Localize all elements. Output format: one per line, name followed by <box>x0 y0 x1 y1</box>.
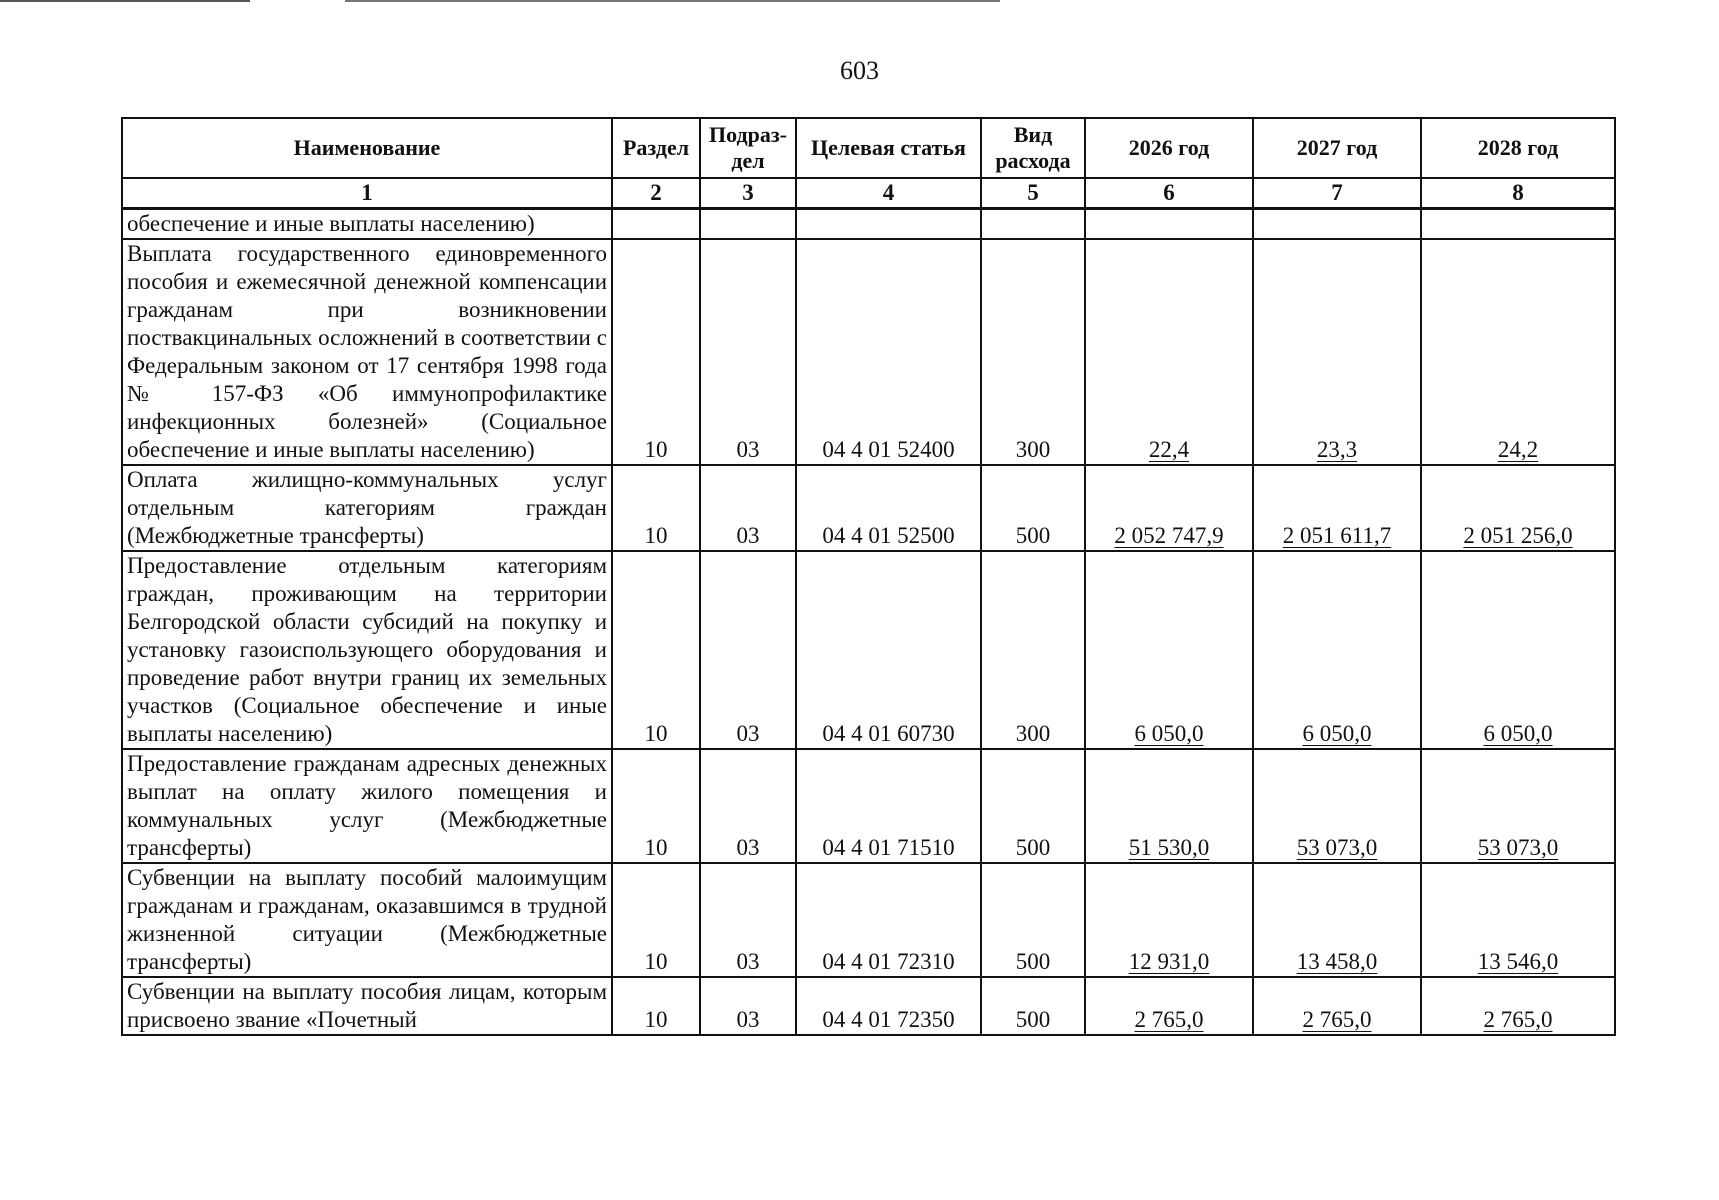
header-section: Раздел <box>612 118 700 178</box>
row-subsection <box>700 209 796 240</box>
row-name: Субвенции на выплату пособия лицам, которым присвоено звание «Почетный <box>122 977 612 1035</box>
row-2026: 12 931,0 <box>1085 863 1253 977</box>
table-row <box>122 977 1615 1035</box>
row-target-article: 04 4 01 72310 <box>796 863 981 977</box>
row-expense-type: 300 <box>981 239 1085 465</box>
row-target-article: 04 4 01 60730 <box>796 551 981 749</box>
row-expense-type <box>981 209 1085 240</box>
header-expense-type: Вид расхода <box>981 118 1085 178</box>
column-number: 7 <box>1253 178 1421 209</box>
row-2026 <box>1085 209 1253 240</box>
column-number: 8 <box>1421 178 1615 209</box>
row-target-article: 04 4 01 71510 <box>796 749 981 863</box>
column-number-row <box>122 178 1615 209</box>
table-row <box>122 209 1615 240</box>
row-2027: 6 050,0 <box>1253 551 1421 749</box>
row-section: 10 <box>612 551 700 749</box>
budget-table <box>121 117 1616 1036</box>
row-expense-type: 500 <box>981 863 1085 977</box>
row-2028 <box>1421 209 1615 240</box>
row-2028: 13 546,0 <box>1421 863 1615 977</box>
row-subsection: 03 <box>700 551 796 749</box>
table-row <box>122 863 1615 977</box>
row-subsection: 03 <box>700 749 796 863</box>
row-name: Выплата государственного единовременного пособия и ежемесячной денежной компенсации гражданам при возникновении поствакцинальных осложнений в соответствии с Федеральным законом от 17 сентября 1998 года № 157-ФЗ «Об иммунопрофилактике инфекционных болезней» (Социальное обеспечение и иные выплаты населению) <box>122 239 612 465</box>
row-section: 10 <box>612 977 700 1035</box>
row-2026: 51 530,0 <box>1085 749 1253 863</box>
column-number: 5 <box>981 178 1085 209</box>
row-2028: 2 051 256,0 <box>1421 465 1615 551</box>
row-2027: 2 765,0 <box>1253 977 1421 1035</box>
row-2027 <box>1253 209 1421 240</box>
row-section: 10 <box>612 749 700 863</box>
row-2027: 2 051 611,7 <box>1253 465 1421 551</box>
row-target-article: 04 4 01 52500 <box>796 465 981 551</box>
row-name: Предоставление гражданам адресных денежных выплат на оплату жилого помещения и коммунальных услуг (Межбюджетные трансферты) <box>122 749 612 863</box>
row-expense-type: 500 <box>981 977 1085 1035</box>
row-section: 10 <box>612 239 700 465</box>
row-name: Субвенции на выплату пособий малоимущим гражданам и гражданам, оказавшимся в трудной жизненной ситуации (Межбюджетные трансферты) <box>122 863 612 977</box>
row-2026: 22,4 <box>1085 239 1253 465</box>
row-2028: 6 050,0 <box>1421 551 1615 749</box>
header-2026: 2026 год <box>1085 118 1253 178</box>
row-subsection: 03 <box>700 239 796 465</box>
row-name: обеспечение и иные выплаты населению) <box>122 209 612 240</box>
row-expense-type: 500 <box>981 465 1085 551</box>
header-2028: 2028 год <box>1421 118 1615 178</box>
page-number: 603 <box>840 56 879 85</box>
row-2028: 2 765,0 <box>1421 977 1615 1035</box>
row-subsection: 03 <box>700 977 796 1035</box>
row-section: 10 <box>612 465 700 551</box>
column-number: 3 <box>700 178 796 209</box>
table-row <box>122 465 1615 551</box>
column-number: 1 <box>122 178 612 209</box>
row-expense-type: 500 <box>981 749 1085 863</box>
table-row <box>122 551 1615 749</box>
row-2027: 23,3 <box>1253 239 1421 465</box>
row-2026: 6 050,0 <box>1085 551 1253 749</box>
row-name: Оплата жилищно-коммунальных услуг отдельным категориям граждан (Межбюджетные трансферты) <box>122 465 612 551</box>
header-target-article: Целевая статья <box>796 118 981 178</box>
row-subsection: 03 <box>700 465 796 551</box>
row-2026: 2 052 747,9 <box>1085 465 1253 551</box>
column-number: 6 <box>1085 178 1253 209</box>
row-2027: 13 458,0 <box>1253 863 1421 977</box>
row-target-article <box>796 209 981 240</box>
row-target-article: 04 4 01 52400 <box>796 239 981 465</box>
table-row <box>122 749 1615 863</box>
row-name: Предоставление отдельным категориям граждан, проживающим на территории Белгородской области субсидий на покупку и установку газоиспользующего оборудования и проведение работ внутри границ их земельных участков (Социальное обеспечение и иные выплаты населению) <box>122 551 612 749</box>
row-section: 10 <box>612 863 700 977</box>
column-number: 4 <box>796 178 981 209</box>
row-2026: 2 765,0 <box>1085 977 1253 1035</box>
header-2027: 2027 год <box>1253 118 1421 178</box>
table-row <box>122 239 1615 465</box>
header-row <box>122 118 1615 178</box>
header-subsection: Подраз-дел <box>700 118 796 178</box>
row-subsection: 03 <box>700 863 796 977</box>
row-section <box>612 209 700 240</box>
row-2028: 24,2 <box>1421 239 1615 465</box>
scan-edge-line <box>0 0 250 2</box>
row-expense-type: 300 <box>981 551 1085 749</box>
column-number: 2 <box>612 178 700 209</box>
row-2028: 53 073,0 <box>1421 749 1615 863</box>
row-target-article: 04 4 01 72350 <box>796 977 981 1035</box>
row-2027: 53 073,0 <box>1253 749 1421 863</box>
scan-edge-line <box>345 0 1000 2</box>
header-name: Наименование <box>122 118 612 178</box>
